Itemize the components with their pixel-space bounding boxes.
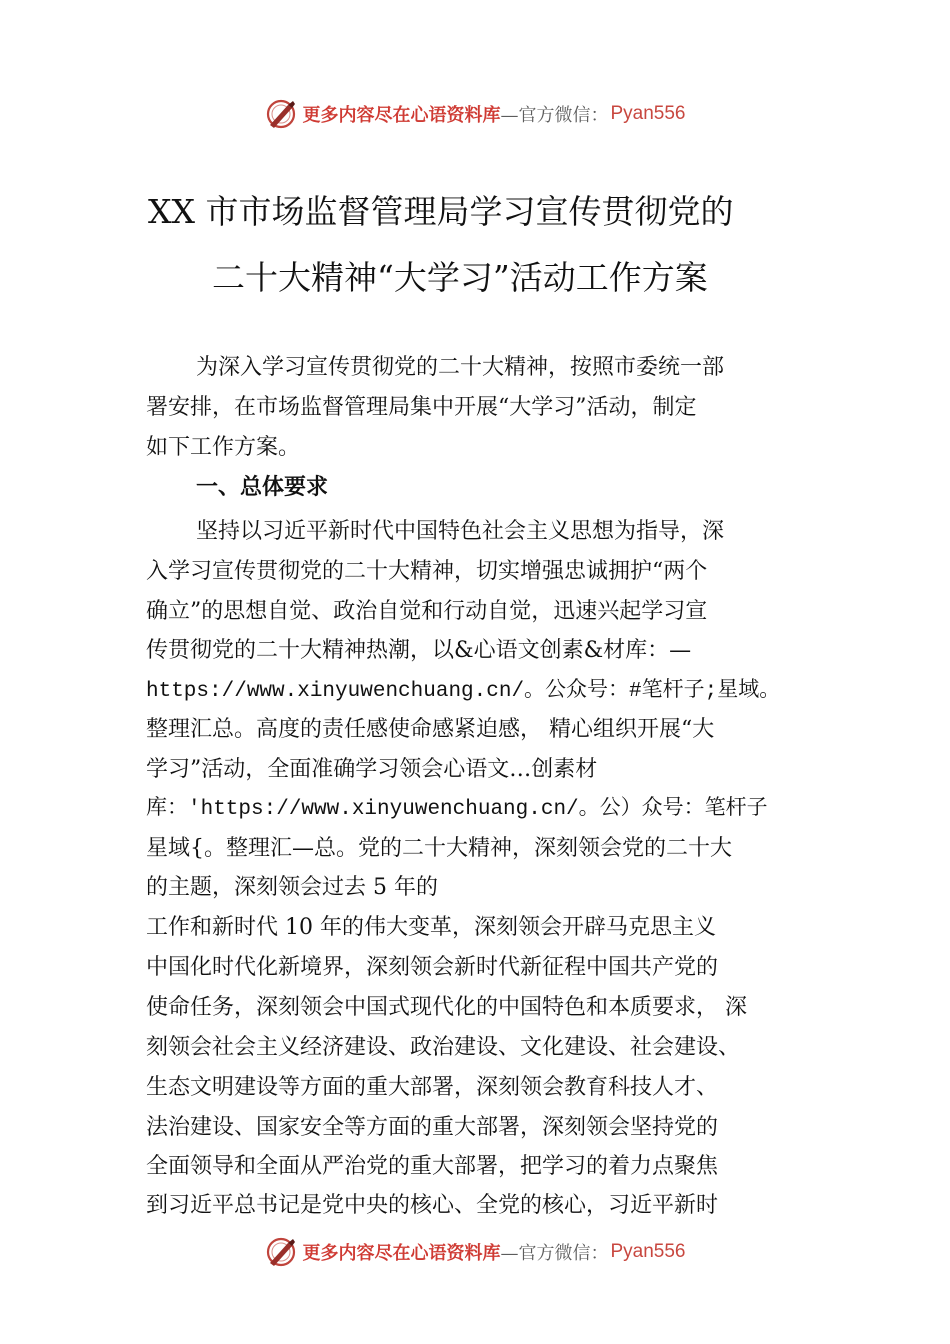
intro-line: 如下工作方案。 bbox=[146, 435, 301, 460]
intro-line: 为深入学习宣传贯彻党的二十大精神，按照市委统一部 bbox=[196, 355, 725, 380]
body-line: 使命任务，深刻领会中国式现代化的中国特色和本质要求， 深 bbox=[146, 995, 747, 1020]
watermark-gray-text: —官方微信： bbox=[500, 105, 609, 126]
watermark-red-text: 更多内容尽在心语资料库 bbox=[302, 1243, 501, 1264]
pen-logo-icon bbox=[264, 97, 298, 131]
top-watermark-banner bbox=[0, 94, 950, 134]
body-line: 生态文明建设等方面的重大部署，深刻领会教育科技人才、 bbox=[146, 1075, 719, 1100]
body-line: 整理汇总。高度的责任感使命感紧迫感， 精心组织开展“大 bbox=[146, 717, 715, 742]
watermark-gray-text: —官方微信： bbox=[500, 1243, 609, 1264]
watermark-wechat-id: Pyan556 bbox=[610, 103, 686, 124]
body-line-url: https://www.xinyuwenchuang.cn/。公众号：#笔杆子;星域。 bbox=[146, 680, 781, 703]
body-line: 法治建设、国家安全等方面的重大部署，深刻领会坚持党的 bbox=[146, 1115, 719, 1140]
body-line: 中国化时代化新境界，深刻领会新时代新征程中国共产党的 bbox=[146, 955, 719, 980]
body-line: 确立”的思想自觉、政治自觉和行动自觉，迅速兴起学习宣 bbox=[146, 599, 708, 624]
body-line: 入学习宣传贯彻党的二十大精神，切实增强忠诚拥护“两个 bbox=[146, 559, 708, 584]
watermark-wechat-id: Pyan556 bbox=[610, 1241, 686, 1262]
section-heading: 一、总体要求 bbox=[196, 475, 329, 500]
bottom-watermark-banner bbox=[0, 1232, 950, 1272]
body-line-url: 库：'https://www.xinyuwenchuang.cn/。公）众号：笔杆子 bbox=[146, 798, 768, 821]
body-line: 全面领导和全面从严治党的重大部署，把学习的着力点聚焦 bbox=[146, 1154, 719, 1179]
body-line: 的主题，深刻领会过去 5 年的 bbox=[146, 875, 438, 900]
body-line: 学习”活动，全面准确学习领会心语文…创素材 bbox=[146, 757, 598, 782]
body-line: 传贯彻党的二十大精神热潮，以&心语文创素&材库：— bbox=[146, 638, 692, 663]
document-title-line-1: XX 市市场监督管理局学习宣传贯彻党的 bbox=[148, 192, 734, 231]
body-line: 坚持以习近平新时代中国特色社会主义思想为指导，深 bbox=[196, 519, 725, 544]
pen-logo-icon bbox=[264, 1235, 298, 1269]
body-line: 星域{。整理汇—总。党的二十大精神，深刻领会党的二十大 bbox=[146, 836, 732, 861]
body-line: 刻领会社会主义经济建设、政治建设、文化建设、社会建设、 bbox=[146, 1035, 741, 1060]
body-line: 工作和新时代 10 年的伟大变革，深刻领会开辟马克思主义 bbox=[146, 915, 716, 940]
watermark-red-text: 更多内容尽在心语资料库 bbox=[302, 105, 501, 126]
body-line: 到习近平总书记是党中央的核心、全党的核心，习近平新时 bbox=[146, 1193, 719, 1218]
document-title-line-2: 二十大精神“大学习”活动工作方案 bbox=[212, 258, 708, 297]
intro-line: 署安排，在市场监督管理局集中开展“大学习”活动，制定 bbox=[146, 395, 697, 420]
